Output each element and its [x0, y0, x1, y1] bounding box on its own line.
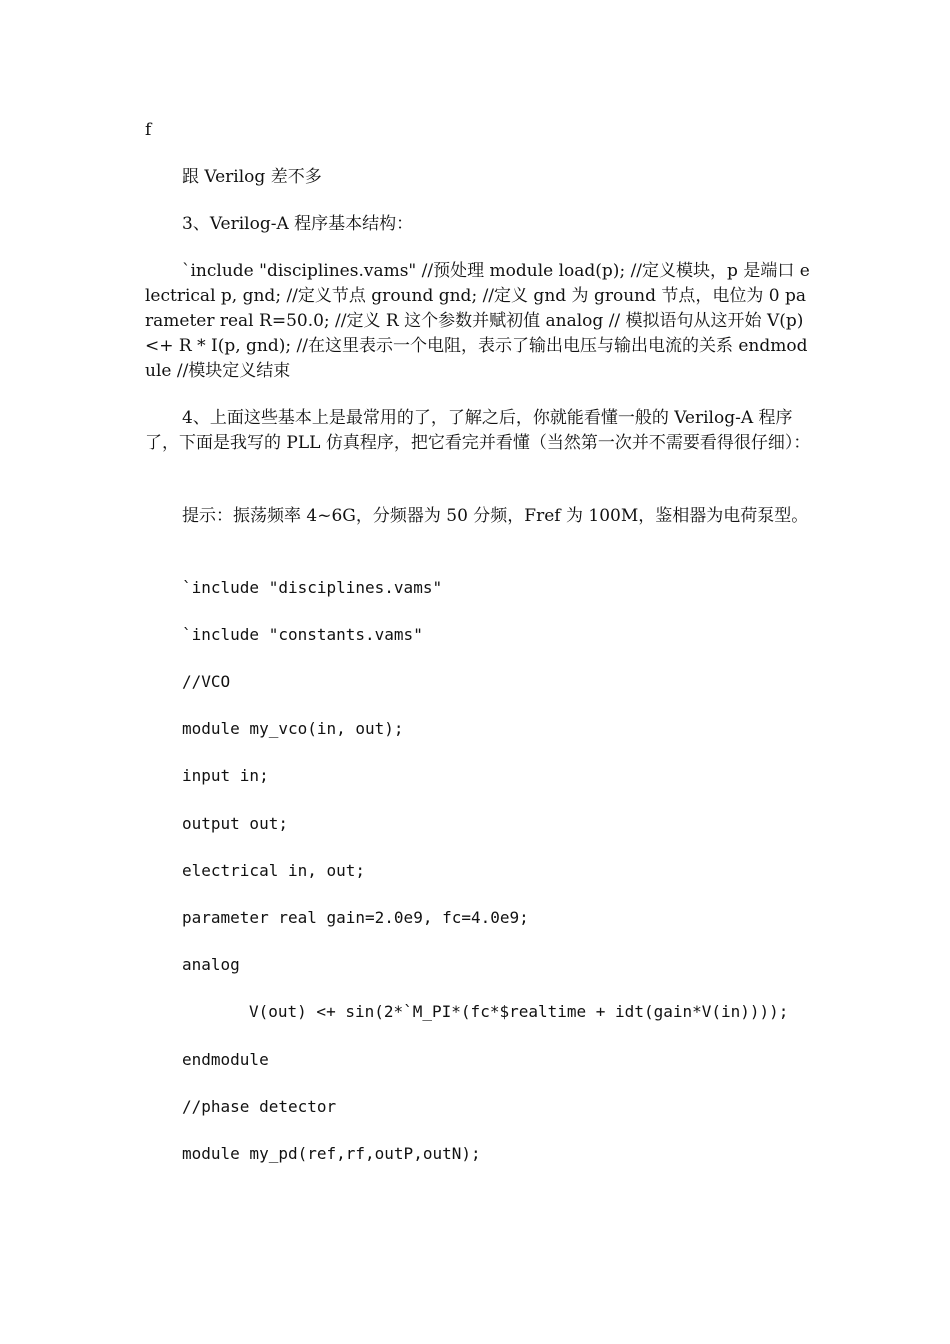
- paragraph-structure-example: `include "disciplines.vams" //预处理 module load(p); //定义模块，p 是端口 electrical p, gnd; //定义节点 ground gnd; //定义 gnd 为 ground 节点，电位为 0 parameter real R=50.0; //定义 R 这个参数并赋初值 analog // 模拟语句从这开始 V(p) <+ R * I(p, gnd); //在这里表示一个电阻，表示了输出电压与输出电流的关系 endmodule //模块定义结束: [145, 261, 810, 381]
- code-line: //phase detector: [182, 1097, 337, 1116]
- code-line: electrical in, out;: [182, 861, 366, 880]
- code-line: output out;: [182, 814, 288, 833]
- text-line-f: f: [145, 120, 152, 140]
- code-line: parameter real gain=2.0e9, fc=4.0e9;: [182, 908, 529, 927]
- text-line-verilog-note: 跟 Verilog 差不多: [182, 167, 322, 187]
- code-line: module my_vco(in, out);: [182, 719, 404, 738]
- code-line: endmodule: [182, 1050, 269, 1069]
- code-line: //VCO: [182, 672, 231, 691]
- code-line: input in;: [182, 766, 269, 785]
- code-line: module my_pd(ref,rf,outP,outN);: [182, 1144, 481, 1163]
- code-line: `include "disciplines.vams": [182, 578, 443, 597]
- code-line: `include "constants.vams": [182, 625, 423, 644]
- paragraph-4: 4、上面这些基本上是最常用的了，了解之后，你就能看懂一般的 Verilog-A 程序了，下面是我写的 PLL 仿真程序，把它看完并看懂（当然第一次并不需要看得很仔细）：: [145, 408, 811, 453]
- section-heading-3: 3、Verilog-A 程序基本结构：: [182, 214, 414, 234]
- code-line: V(out) <+ sin(2*`M_PI*(fc*$realtime + idt(gain*V(in))));: [249, 1002, 789, 1021]
- code-line: analog: [182, 955, 240, 974]
- paragraph-hint: 提示：振荡频率 4~6G，分频器为 50 分频，Fref 为 100M，鉴相器为电荷泵型。: [182, 506, 809, 526]
